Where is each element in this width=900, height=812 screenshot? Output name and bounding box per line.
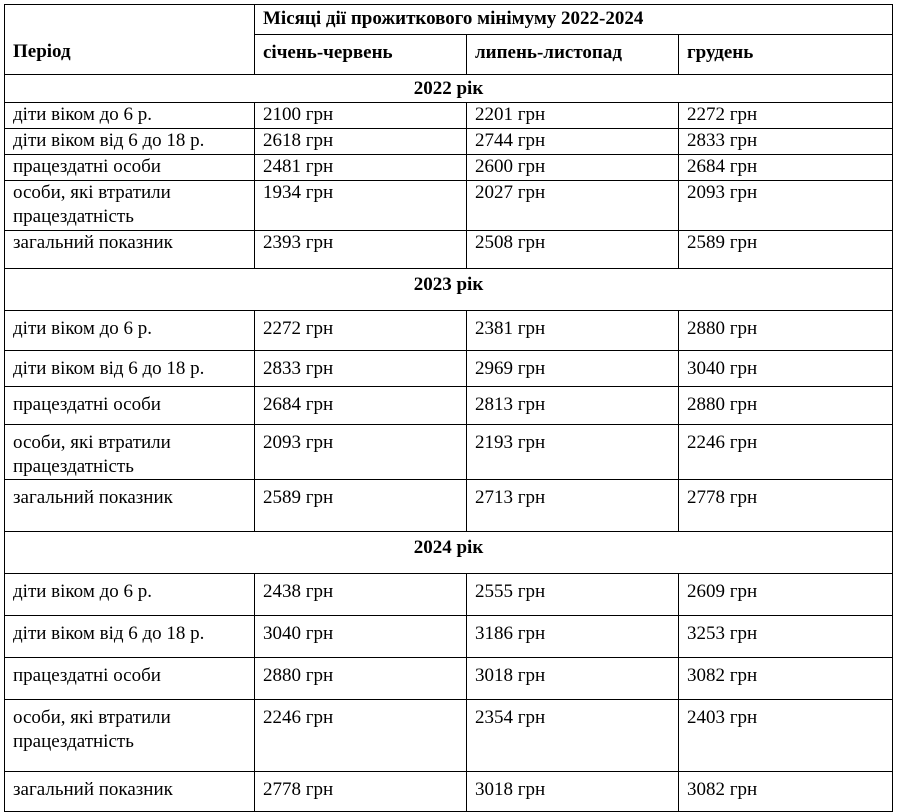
value-cell: 2713 грн bbox=[467, 480, 679, 532]
value-cell: 2555 грн bbox=[467, 574, 679, 616]
value-cell: 2880 грн bbox=[255, 658, 467, 700]
row-label: особи, які втратили працездатність bbox=[5, 700, 255, 772]
value-cell: 2589 грн bbox=[679, 231, 893, 269]
value-cell: 3186 грн bbox=[467, 616, 679, 658]
table-row bbox=[5, 129, 893, 155]
value-cell: 2684 грн bbox=[255, 387, 467, 425]
column-header-jul-nov: липень-листопад bbox=[467, 35, 679, 75]
value-cell: 3040 грн bbox=[255, 616, 467, 658]
value-cell: 3018 грн bbox=[467, 772, 679, 812]
value-cell: 3253 грн bbox=[679, 616, 893, 658]
table-row bbox=[5, 658, 893, 700]
year-heading: 2022 рік bbox=[5, 75, 893, 103]
row-label: діти віком до 6 р. bbox=[5, 311, 255, 351]
value-cell: 2481 грн bbox=[255, 155, 467, 181]
value-cell: 2778 грн bbox=[679, 480, 893, 532]
table-row bbox=[5, 700, 893, 772]
value-cell: 2272 грн bbox=[255, 311, 467, 351]
value-cell: 2684 грн bbox=[679, 155, 893, 181]
row-label: діти віком до 6 р. bbox=[5, 103, 255, 129]
value-cell: 2393 грн bbox=[255, 231, 467, 269]
value-cell: 2744 грн bbox=[467, 129, 679, 155]
value-cell: 2609 грн bbox=[679, 574, 893, 616]
header-row bbox=[5, 5, 893, 35]
table-row bbox=[5, 425, 893, 480]
row-label: працездатні особи bbox=[5, 155, 255, 181]
value-cell: 3082 грн bbox=[679, 658, 893, 700]
value-cell: 2246 грн bbox=[679, 425, 893, 480]
row-label: діти віком від 6 до 18 р. bbox=[5, 351, 255, 387]
row-label: діти віком від 6 до 18 р. bbox=[5, 129, 255, 155]
table-row bbox=[5, 616, 893, 658]
value-cell: 2272 грн bbox=[679, 103, 893, 129]
column-header-jan-jun: січень-червень bbox=[255, 35, 467, 75]
value-cell: 2880 грн bbox=[679, 387, 893, 425]
table-row bbox=[5, 311, 893, 351]
row-label: працездатні особи bbox=[5, 658, 255, 700]
value-cell: 2246 грн bbox=[255, 700, 467, 772]
table-row bbox=[5, 772, 893, 812]
table-row bbox=[5, 480, 893, 532]
year-heading: 2023 рік bbox=[5, 269, 893, 311]
year-row-2023 bbox=[5, 269, 893, 311]
subsistence-minimum-table bbox=[4, 4, 893, 812]
year-heading: 2024 рік bbox=[5, 532, 893, 574]
column-header-dec: грудень bbox=[679, 35, 893, 75]
value-cell: 3040 грн bbox=[679, 351, 893, 387]
value-cell: 2093 грн bbox=[255, 425, 467, 480]
row-label: працездатні особи bbox=[5, 387, 255, 425]
row-label: загальний показник bbox=[5, 231, 255, 269]
value-cell: 2618 грн bbox=[255, 129, 467, 155]
row-label: особи, які втратили працездатність bbox=[5, 425, 255, 480]
value-cell: 2508 грн bbox=[467, 231, 679, 269]
value-cell: 2813 грн bbox=[467, 387, 679, 425]
value-cell: 2093 грн bbox=[679, 181, 893, 231]
table-row bbox=[5, 574, 893, 616]
value-cell: 2381 грн bbox=[467, 311, 679, 351]
year-row-2022 bbox=[5, 75, 893, 103]
value-cell: 2201 грн bbox=[467, 103, 679, 129]
value-cell: 2354 грн bbox=[467, 700, 679, 772]
value-cell: 2589 грн bbox=[255, 480, 467, 532]
value-cell: 2193 грн bbox=[467, 425, 679, 480]
row-label: діти віком від 6 до 18 р. bbox=[5, 616, 255, 658]
table-row bbox=[5, 103, 893, 129]
table-row bbox=[5, 351, 893, 387]
row-label: діти віком до 6 р. bbox=[5, 574, 255, 616]
value-cell: 3018 грн bbox=[467, 658, 679, 700]
value-cell: 2969 грн bbox=[467, 351, 679, 387]
months-group-header: Місяці дії прожиткового мінімуму 2022-2024 bbox=[255, 5, 893, 35]
row-label: загальний показник bbox=[5, 480, 255, 532]
value-cell: 2600 грн bbox=[467, 155, 679, 181]
value-cell: 2027 грн bbox=[467, 181, 679, 231]
value-cell: 1934 грн bbox=[255, 181, 467, 231]
value-cell: 2880 грн bbox=[679, 311, 893, 351]
value-cell: 3082 грн bbox=[679, 772, 893, 812]
value-cell: 2778 грн bbox=[255, 772, 467, 812]
value-cell: 2403 грн bbox=[679, 700, 893, 772]
year-row-2024 bbox=[5, 532, 893, 574]
value-cell: 2833 грн bbox=[255, 351, 467, 387]
table-row bbox=[5, 387, 893, 425]
value-cell: 2100 грн bbox=[255, 103, 467, 129]
value-cell: 2438 грн bbox=[255, 574, 467, 616]
row-label: загальний показник bbox=[5, 772, 255, 812]
value-cell: 2833 грн bbox=[679, 129, 893, 155]
table-row bbox=[5, 155, 893, 181]
table-row bbox=[5, 181, 893, 231]
row-label: особи, які втратили працездатність bbox=[5, 181, 255, 231]
table-row bbox=[5, 231, 893, 269]
period-header: Період bbox=[5, 5, 255, 75]
